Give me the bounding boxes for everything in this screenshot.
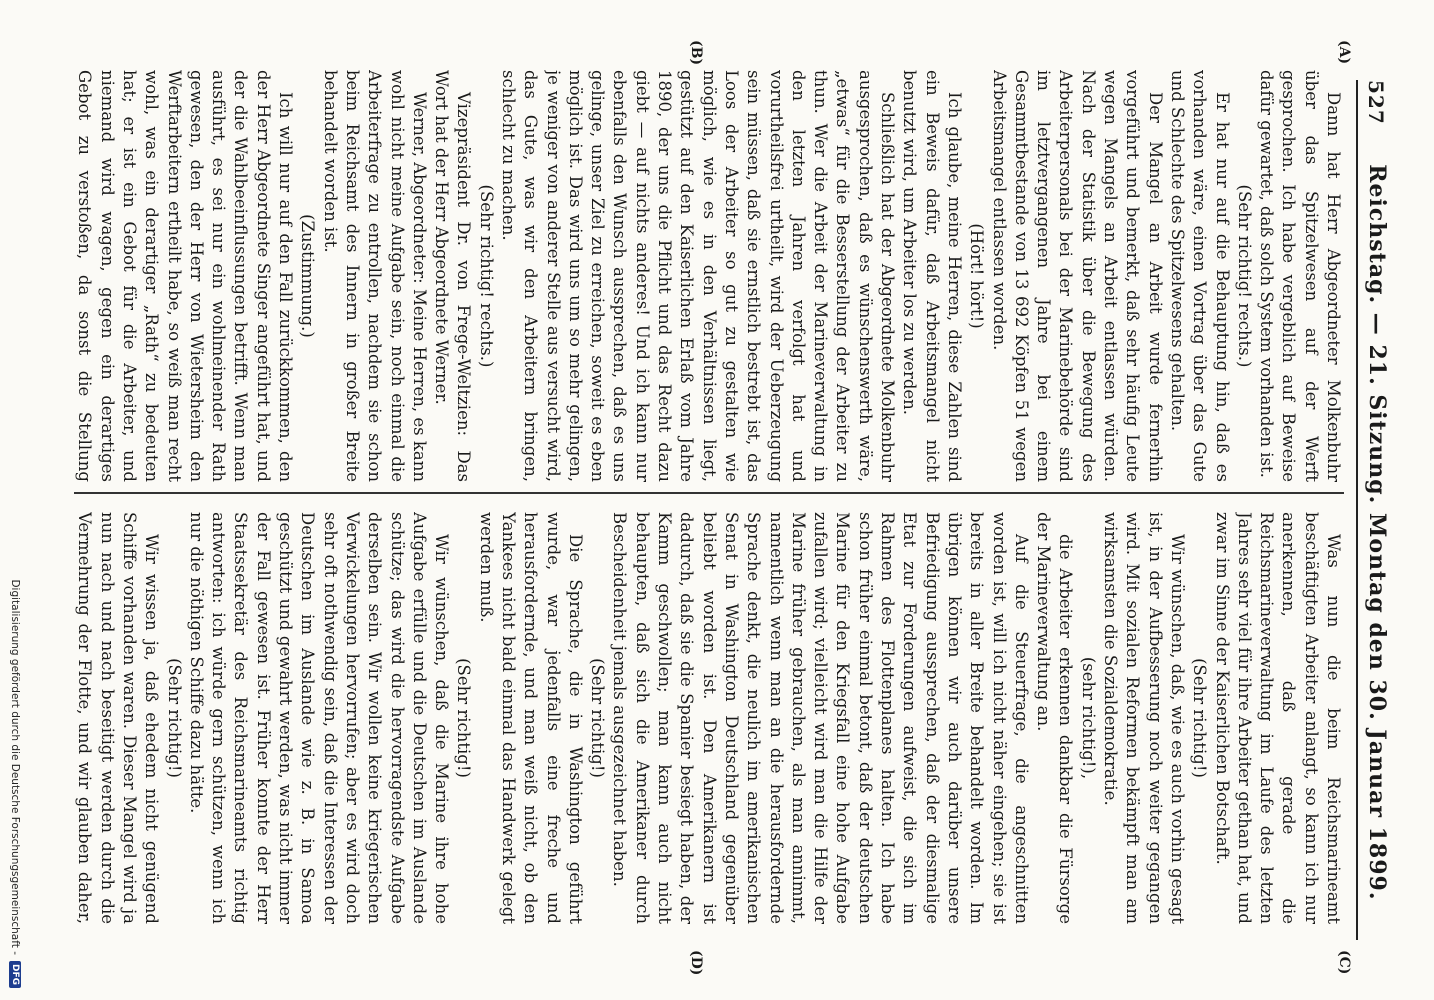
margin-label-d: (D) [688, 950, 704, 976]
column-divider [74, 492, 1344, 494]
paragraph: Dann hat Herr Abgeordneter Molkenbuhr über das Spitzelwesen auf der Werft gesprochen. Ich habe vergeblich auf Beweise dafür gewartet, daß solch System vorhanden ist. [1257, 70, 1343, 482]
footer [0, 0, 30, 1000]
margin-label-c: (C) [1336, 950, 1352, 975]
paragraph: Der Mangel an Arbeit wurde fernerhin vorgeführt und bemerkt, daß sehr häufig Leute wegen Mangels an Arbeit entlassen würden. Nach der Statistik über die Bewegung des Arbeiterpersonals bei der Marinebehörde sind im letztvergangenen Jahre bei einem Gesammtbestande von 13 692 Köpfen 51 wegen Arbeitsmangel entlassen worden. [989, 70, 1165, 482]
paragraph: (Sehr richtig!) [1190, 658, 1210, 778]
left-column [74, 70, 1344, 482]
paragraph: (Hört! hört!) [967, 223, 987, 329]
paragraph: (Sehr richtig!) [454, 658, 474, 778]
paragraph: Wir wünschen, daß die Marine ihre hohe Aufgabe erfülle und die Deutschen im Auslande schütze; das wird die hervorragendste Aufgabe derselben sein. Wir wollen keine kriegerischen Verwickelungen hervorrufen; aber es wird doch sehr oft nothwendig sein, daß die Interessen der Deutschen im Auslande wie z. B. in Samoa geschützt und gewahrt werden, was nicht immer der Fall gewesen ist. Früher konnte der Herr Staatssekretär des Reichsmarineamts richtig antworten: ich würde gern schützen, wenn ich nur die nöthigen Schiffe dazu hätte. [186, 512, 452, 924]
paragraph: Ich will nur auf den Fall zurückkommen, den der Herr Abgeordnete Singer angeführt hat, und der die Wahlbeeinflussungen betrifft. Wenn man ausführt, es sei nur ein wohlmeinender Rath gewesen, den der Herr von Wietersheim den Werftarbeitern ertheilt habe, so weiß man recht wohl, was ein derartiger „Rath“ zu bedeuten hat; er ist ein Gebot für die Arbeiter, und niemand wird wagen, gegen ein derartiges Gebot zu verstoßen, da sonst die Stellung [75, 70, 296, 482]
paragraph: (Sehr richtig! rechts.) [476, 184, 496, 368]
paragraph: (Sehr richtig! rechts.) [1234, 184, 1254, 368]
paragraph: (sehr richtig!), [1078, 656, 1098, 780]
page-number: 527 [1364, 80, 1388, 125]
paragraph: Schließlich hat der Abgeordnete Molkenbuhr ausgesprochen, daß es wünschenswerth wäre, „etwas“ für die Besserstellung der Arbeiter zu thun. Wer die Arbeit der Marineverwaltung in den letzten Jahren verfolgt hat und vorurtheilsfrei urtheilt, wird der Ueberzeugung sein müssen, daß sie ernstlich bestrebt ist, das Loos der Arbeiter so gut zu gestalten wie möglich, wie es in den Verhältnissen liegt, gestützt auf den Kaiserlichen Erlaß vom Jahre 1890, der uns die Pflicht und das Recht dazu giebt — auf nichts anderes! Und ich kann nur ebenfalls den Wunsch aussprechen, daß es uns gelinge, unser Ziel zu erreichen, soweit es eben möglich ist. Das wird uns um so mehr gelingen, je weniger von anderer Stelle aus versucht wird, das Gute, was wir den Arbeitern bringen, schlecht zu machen. [499, 70, 898, 482]
footer-text: Digitalisierung gefördert durch die Deutsche Forschungsgemeinschaft - [9, 579, 21, 955]
paragraph: (Sehr richtig!) [164, 658, 184, 778]
paragraph: Wir wissen ja, daß ehedem nicht genügend Schiffe vorhanden waren. Dieser Mangel wird ja nun nach und nach beseitigt werden durch die Vermehrung der Flotte, und wir glauben daher, [75, 512, 162, 924]
page-title: Reichstag. — 21. Sitzung. Montag den 30. Januar 1899. [1364, 164, 1390, 901]
right-column [74, 512, 1344, 924]
paragraph: Wir wünschen, daß, wie es auch vorhin gesagt ist, in der Aufbesserung noch weiter gegangen wird. Mit sozialen Reformen bekämpft man am wirksamsten die Sozialdemokratie. [1101, 512, 1187, 924]
margin-label-a: (A) [1336, 40, 1352, 65]
paragraph: Er hat nur auf die Behauptung hin, daß es vorhanden wäre, einen Vortrag über das Gute und Schlechte des Spitzelwesens gehalten. [1167, 70, 1232, 482]
paragraph: Die Sprache, die in Washington geführt wurde, war jedenfalls eine freche und herausfordernde, und man weiß nicht, ob den Yankees nicht bald einmal das Handwerk gelegt werden muß. [476, 512, 585, 924]
margin-label-b: (B) [688, 40, 704, 66]
paragraph: die Arbeiter erkennen dankbar die Fürsorge der Marineverwaltung an. [1034, 512, 1076, 924]
paragraph: Vizepräsident Dr. von Frege-Weltzien: Das Wort hat der Herr Abgeordnete Werner. [432, 70, 474, 482]
dfg-logo-icon: DFG [9, 961, 21, 988]
paragraph: (Sehr richtig!) [588, 658, 608, 778]
paragraph: Auf die Steuerfrage, die angeschnitten worden ist, will ich nicht näher eingehen; sie ist bereits in aller Breite behandelt worden. Im übrigen können wir auch darüber unsere Befriedigung aussprechen, daß der diesmalige Etat zur Forderungen aufweist, die sich im Rahmen des Flottenplanes halten. Ich habe schon früher einmal betont, daß der deutschen Marine für den Kriegsfall eine hohe Aufgabe zufallen wird; vielleicht wird man die Hilfe der Marine früher gebrauchen, als man annimmt, namentlich wenn man an die herausfordernde Sprache denkt, die neulich im amerikanischen Senat in Washington Deutschland gegenüber beliebt worden ist. Den Amerikanern ist dadurch, daß sie die Spanier besiegt haben, der Kamm geschwollen; man kann auch nicht behaupten, daß sich die Amerikaner durch Bescheidenheit jemals ausgezeichnet haben. [610, 512, 1031, 924]
paragraph: Werner, Abgeordneter: Meine Herren, es kann wohl nicht meine Aufgabe sein, noch einmal die Arbeiterfrage zu entrollen, nachdem sie schon beim Reichsamt des Innern in großer Breite behandelt worden ist. [320, 70, 429, 482]
paragraph: Was nun die beim Reichsmarineamt beschäftigten Arbeiter anlangt, so kann ich nur anerkennen, daß gerade die Reichsmarineverwaltung im Laufe des letzten Jahres sehr viel für ihre Arbeiter gethan hat, und zwar im Sinne der Kaiserlichen Botschaft. [1212, 512, 1343, 924]
paragraph: Ich glaube, meine Herren, diese Zahlen sind ein Beweis dafür, daß Arbeitsmangel nicht benutzt wird, um Arbeiter los zu werden. [900, 70, 964, 482]
paragraph: (Zustimmung.) [298, 214, 318, 338]
page-header [1356, 80, 1416, 940]
